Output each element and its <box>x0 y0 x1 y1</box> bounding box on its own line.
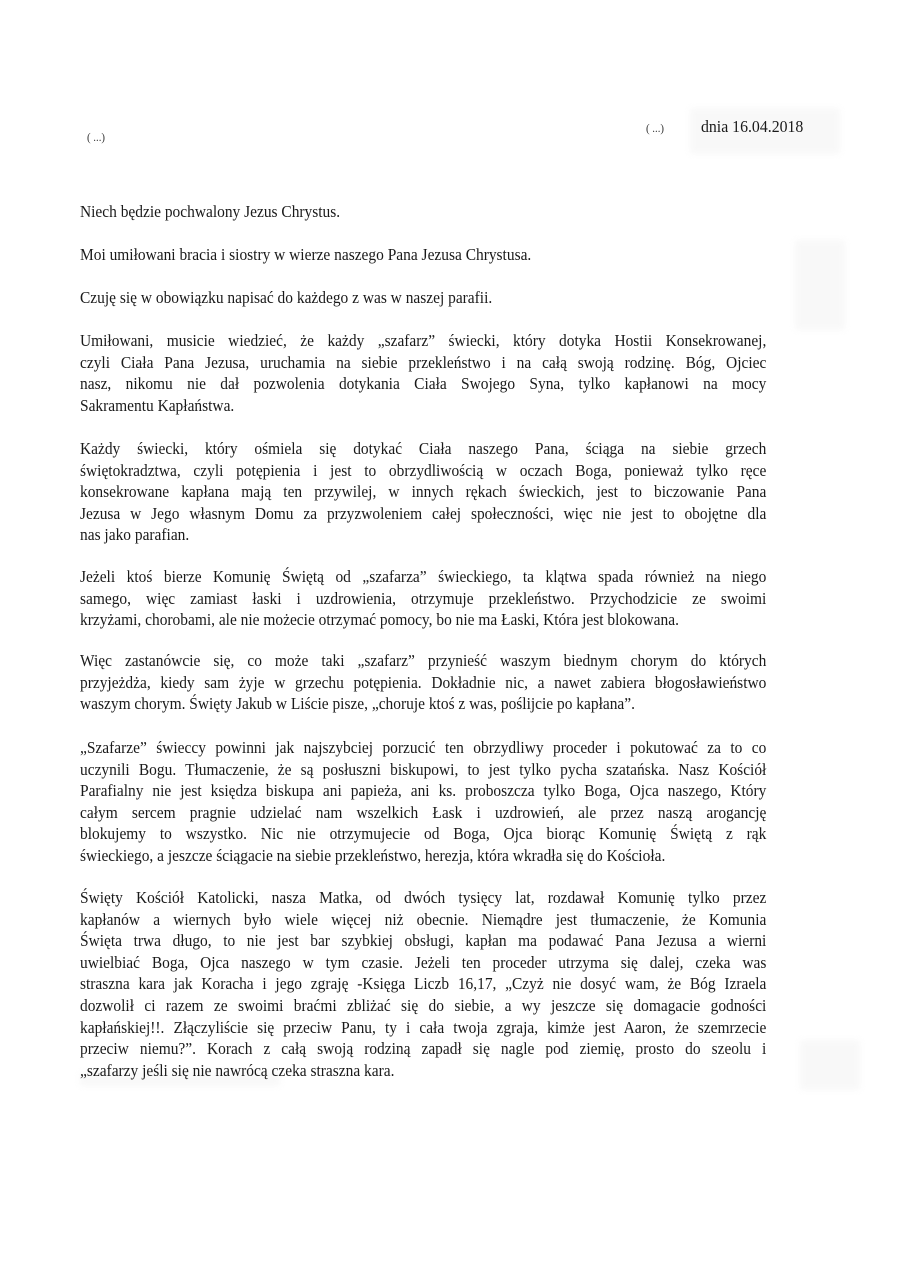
paragraph-6 <box>80 887 766 1081</box>
paragraph-5 <box>80 737 766 867</box>
paragraph-line: nas jako parafian. <box>80 525 190 545</box>
paragraph-line: Jeżeli ktoś bierze Komunię Świętą od „szafarza” świeckiego, ta klątwa spada również na niego <box>80 567 767 586</box>
paragraph-line: waszym chorym. Święty Jakub w Liście pisze, „choruje ktoś z was, poślijcie po kapłana”. <box>80 694 635 714</box>
scan-artifact <box>800 1040 860 1090</box>
salutation-text: Moi umiłowani bracia i siostry w wierze naszego Pana Jezusa Chrystusa. <box>80 245 532 264</box>
intro-text: Czuję się w obowiązku napisać do każdego z was w naszej parafii. <box>80 288 493 307</box>
greeting <box>80 201 766 223</box>
paragraph-line: świeckiego, a jeszcze ściągacie na siebie przekleństwo, herezja, która wkradła się do Kościoła. <box>80 845 666 865</box>
greeting-text: Niech będzie pochwalony Jezus Chrystus. <box>80 202 341 221</box>
paragraph-line: „Szafarze” świeccy powinni jak najszybciej porzucić ten obrzydliwy proceder i pokutować za to co <box>80 738 767 757</box>
paragraph-3 <box>80 566 766 631</box>
paragraph-line: kapłańskiej!!. Złączyliście się przeciw Panu, ty i cała twoja zgraja, kimże jest Aaron, że szemrzecie <box>80 1017 767 1037</box>
paragraph-1 <box>80 330 766 416</box>
scan-artifact <box>795 240 845 330</box>
paragraph-line: kapłanów a wiernych było wiele więcej niż obecnie. Niemądre jest tłumaczenie, że Komunia <box>80 909 767 929</box>
paragraph-line: Święty Kościół Katolicki, nasza Matka, od dwóch tysięcy lat, rozdawał Komunię tylko przez <box>80 888 767 907</box>
paragraph-line: uczynili Bogu. Tłumaczenie, że są posłuszni biskupowi, to jest tylko pycha szatańska. Nasz Kościół <box>80 759 767 779</box>
paragraph-line: Święta trwa długo, to nie jest bar szybkiej obsługi, kapłan ma podawać Pana Jezusa a wierni <box>80 931 767 951</box>
paragraph-line: Sakramentu Kapłaństwa. <box>80 395 235 415</box>
paragraph-4 <box>80 650 766 715</box>
paragraph-line: samego, więc zamiast łaski i uzdrowienia, otrzymuje przekleństwo. Przychodzicie ze swoimi <box>80 588 767 608</box>
paragraph-line: nasz, nikomu nie dał pozwolenia dotykania Ciała Swojego Syna, tylko kapłanowi na mocy <box>80 374 767 394</box>
paragraph-line: przeciw niemu?”. Korach z całą swoją rodziną zapadł się nagle pod ziemię, prosto do szeolu i <box>80 1039 767 1059</box>
paragraph-line: Więc zastanówcie się, co może taki „szafarz” przynieść waszym biednym chorym do których <box>80 651 767 670</box>
paragraph-line: straszna kara jak Koracha i jego zgraję -Księga Liczb 16,17, „Czyż nie dosyć wam, że Bóg Izraela <box>80 974 767 994</box>
paragraph-line: Umiłowani, musicie wiedzieć, że każdy „szafarz” świecki, który dotyka Hostii Konsekrowanej, <box>80 331 767 350</box>
paragraph-line: uwielbiać Boga, Ojca naszego w tym czasie. Jeżeli ten proceder utrzyma się dalej, czeka was <box>80 952 767 972</box>
paragraph-line: Jezusa w Jego własnym Domu za przyzwoleniem całej społeczności, więc nie jest to obojętne dla <box>80 503 767 523</box>
paragraph-line: przyjeżdża, kiedy sam żyje w grzechu potępienia. Dokładnie nic, a nawet zabiera błogosławieństwo <box>80 672 767 692</box>
paragraph-line: Parafialny nie jest księdza biskupa ani papieża, ani ks. proboszcza tylko Boga, Ojca naszego, Który <box>80 781 767 801</box>
paragraph-line: blokujemy to wszystko. Nic nie otrzymujecie od Boga, Ojca biorąc Komunię Świętą z rąk <box>80 824 767 844</box>
paragraph-line: całym sercem pragnie udzielać nam wszelkich Łask i uzdrowień, ale przez naszą arogancję <box>80 802 767 822</box>
paragraph-line: krzyżami, chorobami, ale nie możecie otrzymać pomocy, bo nie ma Łaski, Która jest blokowana. <box>80 610 679 630</box>
place-placeholder: ( ...) <box>646 121 664 135</box>
paragraph-line: Każdy świecki, który ośmiela się dotykać Ciała naszego Pana, ściąga na siebie grzech <box>80 439 767 458</box>
paragraph-line: świętokradztwa, czyli potępienia i jest to obrzydliwością w oczach Boga, ponieważ tylko ręce <box>80 460 767 480</box>
letter-date: dnia 16.04.2018 <box>701 117 804 136</box>
sender-placeholder: ( ...) <box>87 130 105 144</box>
paragraph-line: dozwolił ci razem ze swoimi braćmi zbliżać się do siebie, a wy jeszcze się domagacie godności <box>80 995 767 1015</box>
paragraph-line: czyli Ciała Pana Jezusa, uruchamia na siebie przekleństwo i na całą swoją rodzinę. Bóg, Ojciec <box>80 352 767 372</box>
salutation <box>80 244 766 266</box>
intro <box>80 287 766 309</box>
paragraph-line: konsekrowane kapłana mają ten przywilej, w innych rękach świeckich, jest to biczowanie Pana <box>80 482 767 502</box>
paragraph-2 <box>80 438 766 546</box>
paragraph-line: „szafarzy jeśli się nie nawrócą czeka straszna kara. <box>80 1060 395 1080</box>
